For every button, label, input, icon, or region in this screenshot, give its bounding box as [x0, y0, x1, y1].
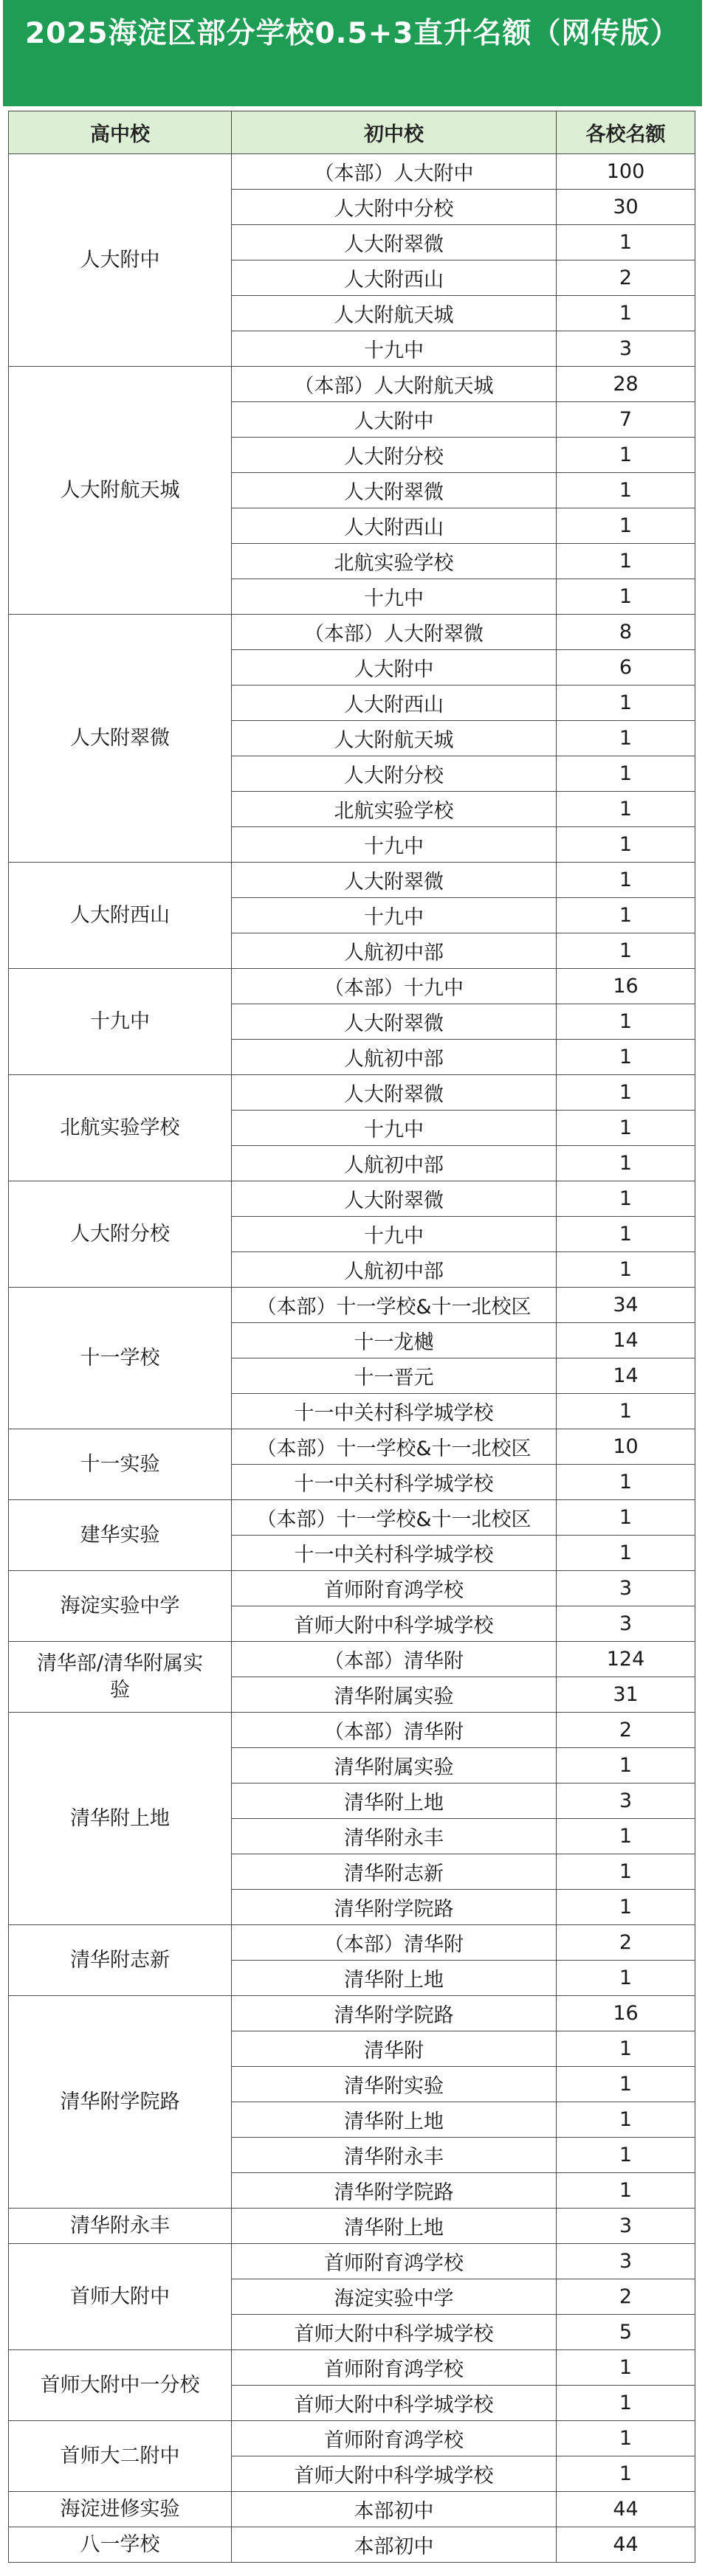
table-row	[9, 1288, 695, 1323]
quota-cell: 5	[557, 2315, 695, 2350]
junior-school-cell: 首师附育鸿学校	[232, 2421, 557, 2456]
quota-table	[8, 111, 695, 2563]
quota-cell: 1	[557, 508, 695, 544]
junior-school-cell: 十九中	[232, 827, 557, 863]
high-school-cell: 十九中	[9, 969, 232, 1075]
quota-cell: 1	[557, 1394, 695, 1429]
junior-school-cell: （本部）人大附翠微	[232, 615, 557, 650]
table-row	[9, 1429, 695, 1465]
quota-cell: 28	[557, 367, 695, 402]
quota-cell: 1	[557, 2421, 695, 2456]
junior-school-cell: 本部初中	[232, 2527, 557, 2563]
quota-cell: 1	[557, 1004, 695, 1040]
junior-school-cell: 人大附分校	[232, 438, 557, 473]
high-school-cell: 首师大二附中	[9, 2421, 232, 2492]
junior-school-cell: 十九中	[232, 1111, 557, 1146]
header-row	[9, 111, 695, 154]
quota-cell: 44	[557, 2492, 695, 2527]
quota-cell: 2	[557, 1713, 695, 1748]
table-row	[9, 615, 695, 650]
junior-school-cell: （本部）人大附中	[232, 154, 557, 190]
table-body	[9, 154, 695, 2563]
high-school-cell: 首师大附中	[9, 2244, 232, 2350]
high-school-cell: 十一实验	[9, 1429, 232, 1500]
quota-cell: 16	[557, 1996, 695, 2031]
junior-school-cell: 清华附学院路	[232, 1996, 557, 2031]
junior-school-cell: 人大附翠微	[232, 1181, 557, 1217]
junior-school-cell: 十九中	[232, 331, 557, 367]
table-row	[9, 154, 695, 190]
quota-cell: 1	[557, 1465, 695, 1500]
quota-cell: 1	[557, 1111, 695, 1146]
junior-school-cell: 清华附永丰	[232, 1819, 557, 1854]
quota-cell: 1	[557, 2138, 695, 2173]
quota-cell: 1	[557, 686, 695, 721]
junior-school-cell: 清华附志新	[232, 1854, 557, 1890]
junior-school-cell: 人航初中部	[232, 933, 557, 969]
quota-cell: 1	[557, 2456, 695, 2492]
junior-school-cell: 首师附育鸿学校	[232, 2350, 557, 2386]
junior-school-cell: 清华附学院路	[232, 2173, 557, 2209]
junior-school-cell: 清华附实验	[232, 2067, 557, 2102]
quota-cell: 3	[557, 2244, 695, 2279]
table-row	[9, 1571, 695, 1606]
junior-school-cell: 十九中	[232, 898, 557, 933]
high-school-cell: 人大附翠微	[9, 615, 232, 863]
junior-school-cell: （本部）十一学校&十一北校区	[232, 1500, 557, 1536]
header-quota: 各校名额	[557, 111, 695, 154]
high-school-cell: 八一学校	[9, 2527, 232, 2563]
junior-school-cell: 人大附翠微	[232, 863, 557, 898]
junior-school-cell: 人大附分校	[232, 756, 557, 792]
quota-cell: 34	[557, 1288, 695, 1323]
table-row	[9, 1713, 695, 1748]
quota-cell: 1	[557, 792, 695, 827]
junior-school-cell: 人大附中	[232, 650, 557, 686]
quota-cell: 1	[557, 2350, 695, 2386]
quota-cell: 31	[557, 1677, 695, 1713]
quota-cell: 1	[557, 1854, 695, 1890]
quota-cell: 3	[557, 2209, 695, 2244]
high-school-cell: 十一学校	[9, 1288, 232, 1429]
junior-school-cell: 清华附上地	[232, 1783, 557, 1819]
junior-school-cell: 清华附上地	[232, 2102, 557, 2138]
quota-cell: 10	[557, 1429, 695, 1465]
junior-school-cell: 首师附育鸿学校	[232, 2244, 557, 2279]
junior-school-cell: 人大附西山	[232, 686, 557, 721]
quota-cell: 1	[557, 1040, 695, 1075]
high-school-cell: 建华实验	[9, 1500, 232, 1571]
quota-cell: 1	[557, 2173, 695, 2209]
quota-cell: 1	[557, 1536, 695, 1571]
quota-cell: 3	[557, 1571, 695, 1606]
junior-school-cell: 首师大附中科学城学校	[232, 2315, 557, 2350]
junior-school-cell: 人航初中部	[232, 1146, 557, 1181]
high-school-cell: 清华附学院路	[9, 1996, 232, 2209]
junior-school-cell: 首师大附中科学城学校	[232, 2386, 557, 2421]
quota-cell: 2	[557, 260, 695, 296]
high-school-cell: 人大附分校	[9, 1181, 232, 1288]
junior-school-cell: 清华附上地	[232, 1961, 557, 1996]
header-high-school: 高中校	[9, 111, 232, 154]
quota-cell: 1	[557, 579, 695, 615]
table-row	[9, 367, 695, 402]
junior-school-cell: （本部）清华附	[232, 1925, 557, 1961]
high-school-cell: 海淀进修实验	[9, 2492, 232, 2527]
quota-cell: 1	[557, 296, 695, 331]
quota-cell: 2	[557, 1925, 695, 1961]
quota-cell: 1	[557, 225, 695, 260]
quota-cell: 1	[557, 2386, 695, 2421]
quota-cell: 44	[557, 2527, 695, 2563]
quota-cell: 6	[557, 650, 695, 686]
junior-school-cell: 人大附翠微	[232, 1075, 557, 1111]
junior-school-cell: 清华附永丰	[232, 2138, 557, 2173]
high-school-cell: 人大附航天城	[9, 367, 232, 615]
quota-cell: 100	[557, 154, 695, 190]
junior-school-cell: 人大附中分校	[232, 190, 557, 225]
high-school-cell: 清华附上地	[9, 1713, 232, 1925]
quota-cell: 14	[557, 1358, 695, 1394]
junior-school-cell: 人大附航天城	[232, 721, 557, 756]
table-header	[9, 111, 695, 154]
table-row	[9, 1642, 695, 1677]
quota-cell: 1	[557, 1217, 695, 1252]
junior-school-cell: （本部）十一学校&十一北校区	[232, 1429, 557, 1465]
junior-school-cell: 首师大附中科学城学校	[232, 2456, 557, 2492]
quota-cell: 1	[557, 1748, 695, 1783]
quota-cell: 8	[557, 615, 695, 650]
junior-school-cell: 清华附属实验	[232, 1748, 557, 1783]
junior-school-cell: 人航初中部	[232, 1040, 557, 1075]
high-school-cell: 首师大附中一分校	[9, 2350, 232, 2421]
junior-school-cell: （本部）人大附航天城	[232, 367, 557, 402]
junior-school-cell: 北航实验学校	[232, 792, 557, 827]
junior-school-cell: 清华附学院路	[232, 1890, 557, 1925]
quota-cell: 30	[557, 190, 695, 225]
quota-cell: 1	[557, 721, 695, 756]
junior-school-cell: 十九中	[232, 1217, 557, 1252]
quota-cell: 1	[557, 1961, 695, 1996]
quota-cell: 1	[557, 756, 695, 792]
quota-cell: 16	[557, 969, 695, 1004]
quota-cell: 1	[557, 2031, 695, 2067]
junior-school-cell: 十一中关村科学城学校	[232, 1394, 557, 1429]
high-school-cell: 人大附西山	[9, 863, 232, 969]
quota-cell: 1	[557, 863, 695, 898]
table-row	[9, 2421, 695, 2456]
table-row	[9, 2350, 695, 2386]
high-school-cell: 清华附永丰	[9, 2209, 232, 2244]
table-row	[9, 2527, 695, 2563]
junior-school-cell: 首师附育鸿学校	[232, 1571, 557, 1606]
quota-cell: 3	[557, 331, 695, 367]
quota-cell: 1	[557, 1146, 695, 1181]
table-row	[9, 1181, 695, 1217]
high-school-cell: 海淀实验中学	[9, 1571, 232, 1642]
quota-cell: 1	[557, 1890, 695, 1925]
junior-school-cell: （本部）清华附	[232, 1713, 557, 1748]
quota-cell: 3	[557, 1606, 695, 1642]
junior-school-cell: 人大附西山	[232, 508, 557, 544]
high-school-cell: 北航实验学校	[9, 1075, 232, 1181]
quota-cell: 1	[557, 933, 695, 969]
junior-school-cell: 本部初中	[232, 2492, 557, 2527]
table-row	[9, 1075, 695, 1111]
header-junior-school: 初中校	[232, 111, 557, 154]
junior-school-cell: 清华附属实验	[232, 1677, 557, 1713]
quota-cell: 1	[557, 473, 695, 508]
high-school-cell: 人大附中	[9, 154, 232, 367]
quota-cell: 1	[557, 1181, 695, 1217]
junior-school-cell: 十一中关村科学城学校	[232, 1536, 557, 1571]
junior-school-cell: 人大附西山	[232, 260, 557, 296]
junior-school-cell: 首师大附中科学城学校	[232, 1606, 557, 1642]
quota-cell: 3	[557, 1783, 695, 1819]
junior-school-cell: 人大附翠微	[232, 1004, 557, 1040]
junior-school-cell: （本部）清华附	[232, 1642, 557, 1677]
table-row	[9, 1996, 695, 2031]
junior-school-cell: 十一晋元	[232, 1358, 557, 1394]
table-row	[9, 1500, 695, 1536]
page-title: 2025海淀区部分学校0.5+3直升名额（网传版）	[25, 17, 680, 50]
quota-cell: 1	[557, 438, 695, 473]
junior-school-cell: 十一中关村科学城学校	[232, 1465, 557, 1500]
junior-school-cell: 人航初中部	[232, 1252, 557, 1288]
junior-school-cell: （本部）十一学校&十一北校区	[232, 1288, 557, 1323]
junior-school-cell: 人大附翠微	[232, 473, 557, 508]
quota-cell: 1	[557, 898, 695, 933]
title-banner	[3, 0, 702, 106]
quota-cell: 7	[557, 402, 695, 438]
junior-school-cell: 十九中	[232, 579, 557, 615]
table-row	[9, 2492, 695, 2527]
junior-school-cell: 十一龙樾	[232, 1323, 557, 1358]
table-row	[9, 1925, 695, 1961]
junior-school-cell: 清华附上地	[232, 2209, 557, 2244]
junior-school-cell: 海淀实验中学	[232, 2279, 557, 2315]
high-school-cell: 清华附志新	[9, 1925, 232, 1996]
table-row	[9, 863, 695, 898]
junior-school-cell: （本部）十九中	[232, 969, 557, 1004]
quota-cell: 1	[557, 1500, 695, 1536]
quota-cell: 1	[557, 2102, 695, 2138]
table-row	[9, 969, 695, 1004]
high-school-cell: 清华部/清华附属实验	[9, 1642, 232, 1713]
quota-cell: 1	[557, 544, 695, 579]
quota-cell: 1	[557, 827, 695, 863]
quota-cell: 1	[557, 1252, 695, 1288]
junior-school-cell: 人大附航天城	[232, 296, 557, 331]
quota-cell: 2	[557, 2279, 695, 2315]
quota-cell: 1	[557, 1819, 695, 1854]
table-row	[9, 2244, 695, 2279]
junior-school-cell: 人大附中	[232, 402, 557, 438]
quota-cell: 1	[557, 2067, 695, 2102]
junior-school-cell: 清华附	[232, 2031, 557, 2067]
junior-school-cell: 北航实验学校	[232, 544, 557, 579]
quota-cell: 14	[557, 1323, 695, 1358]
quota-cell: 1	[557, 1075, 695, 1111]
quota-cell: 124	[557, 1642, 695, 1677]
junior-school-cell: 人大附翠微	[232, 225, 557, 260]
table-row	[9, 2209, 695, 2244]
